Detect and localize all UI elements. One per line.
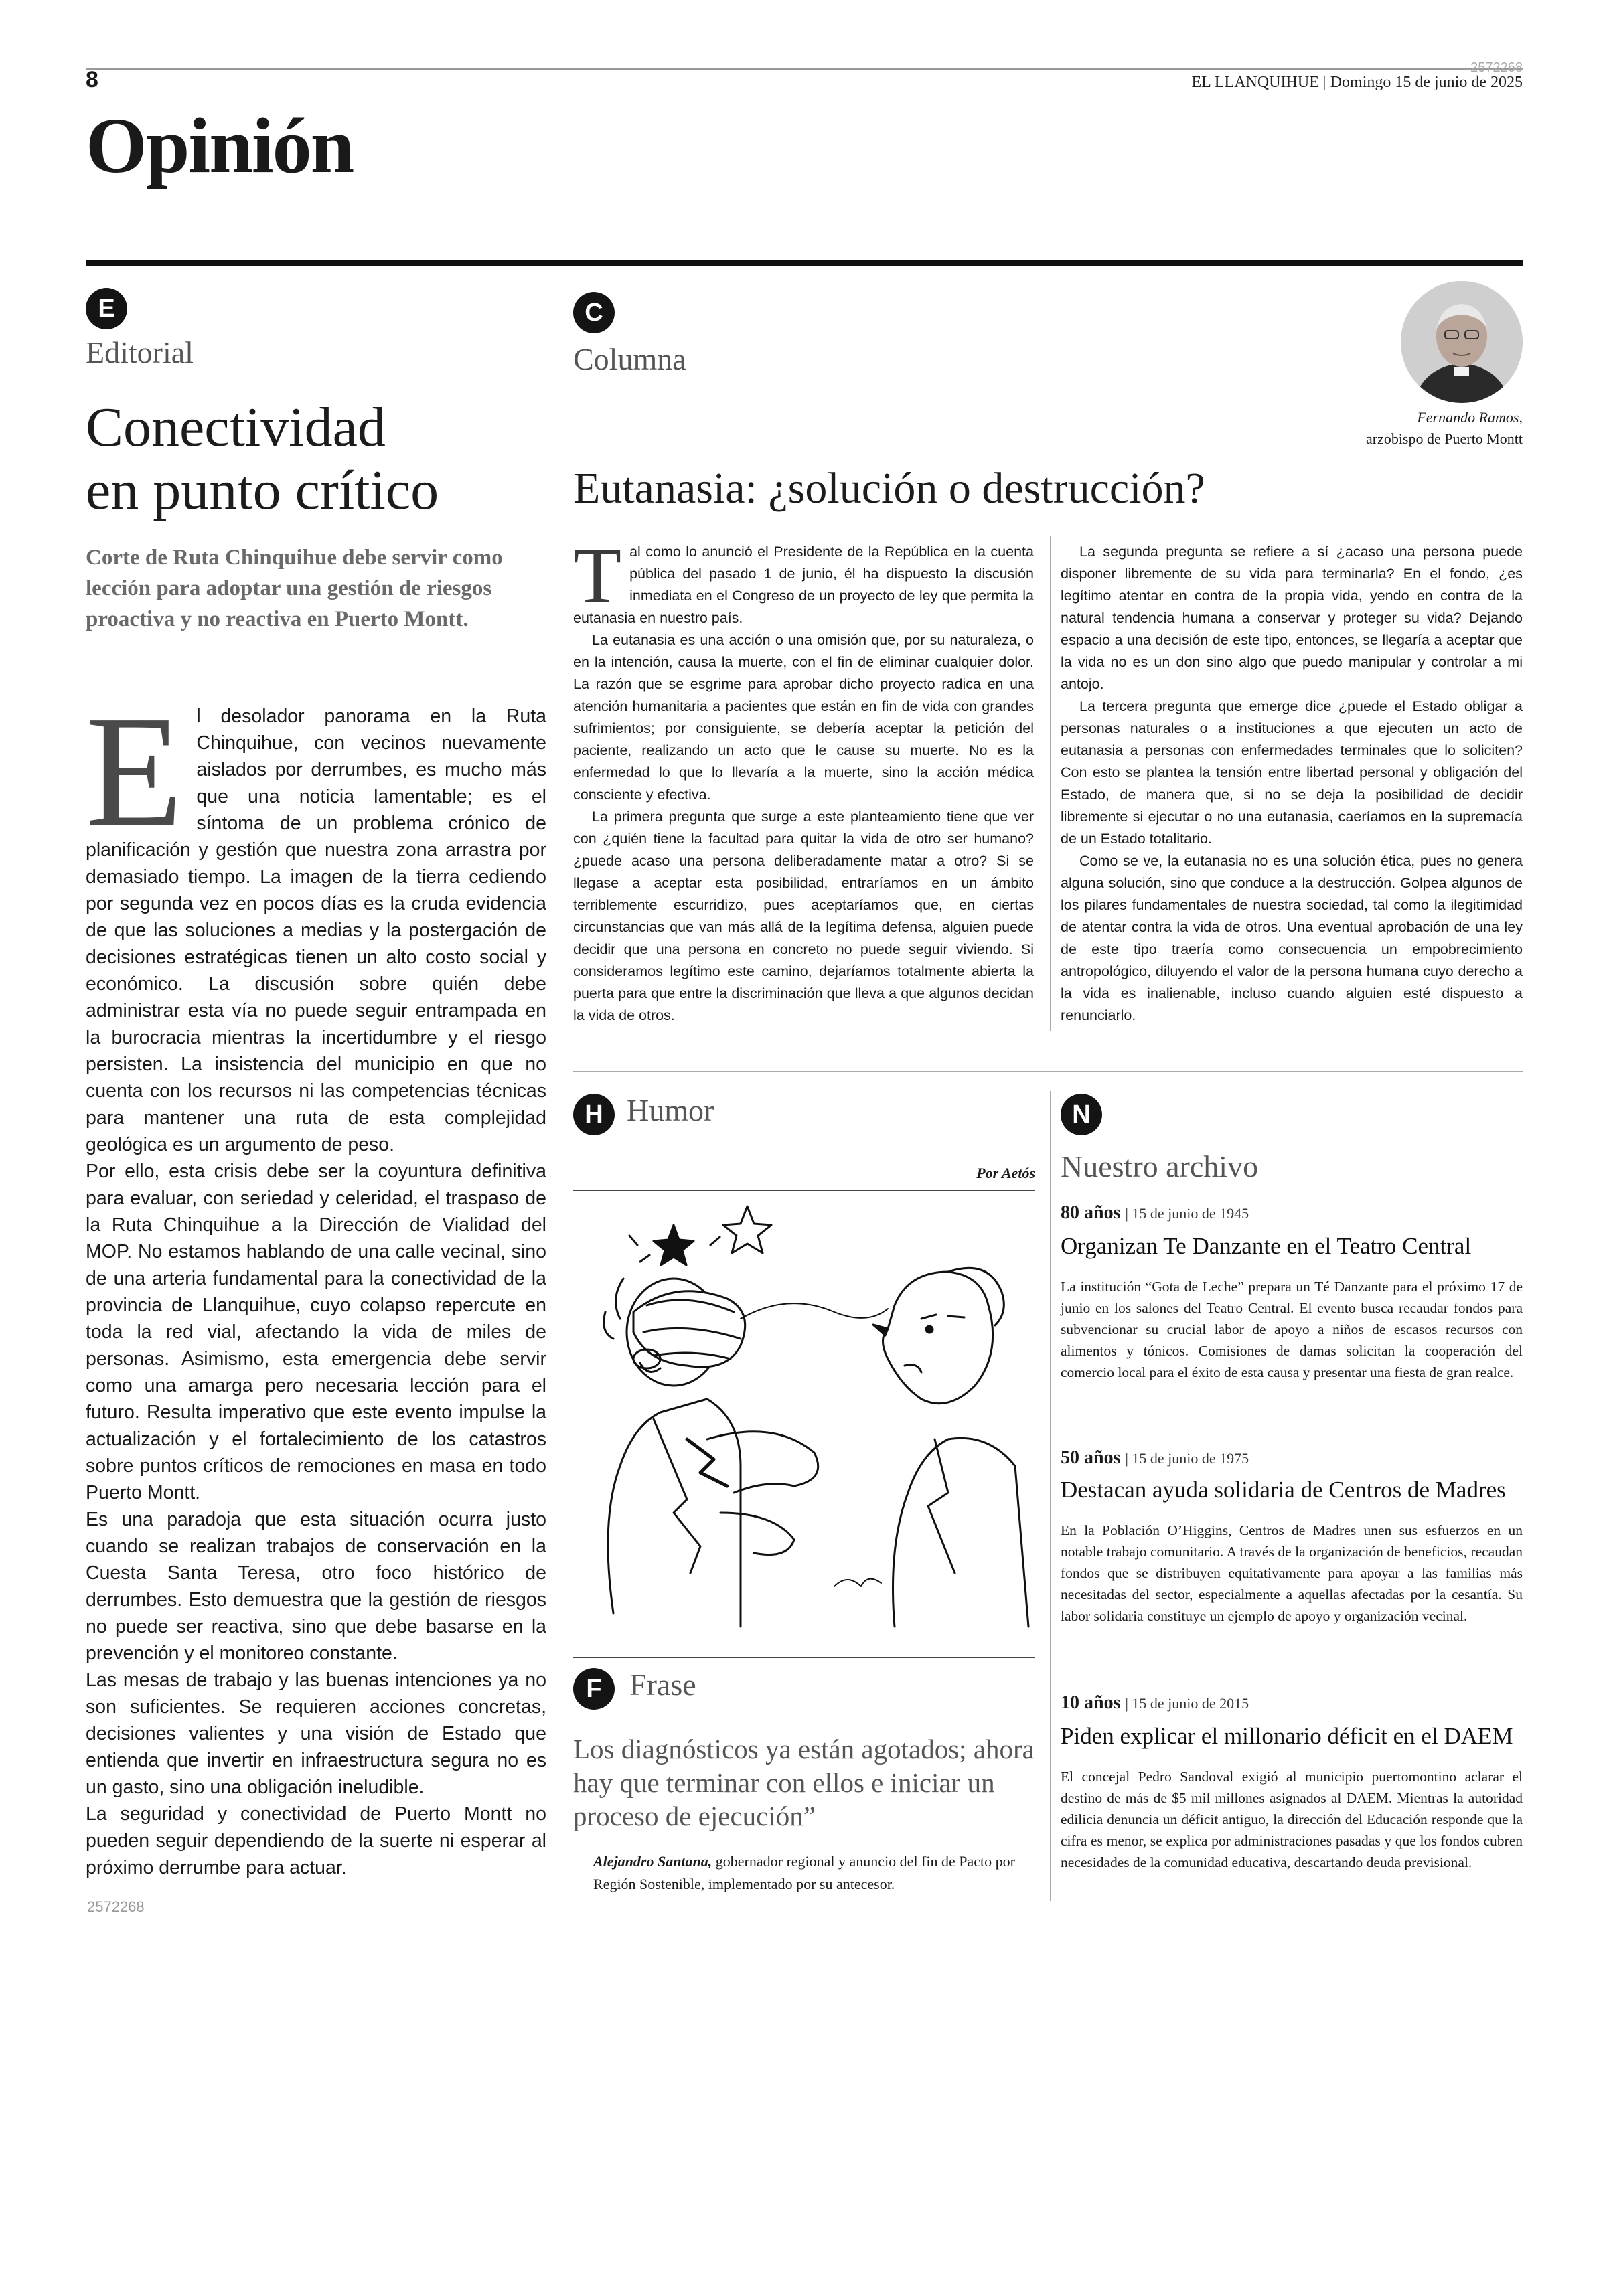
top-rule — [86, 68, 1523, 70]
archive-headline: Destacan ayuda solidaria de Centros de Madres — [1061, 1477, 1506, 1503]
editorial-body — [86, 683, 546, 1881]
archive-headline: Piden explicar el millonario déficit en el DAEM — [1061, 1723, 1513, 1749]
section-title: Opinión — [86, 102, 354, 189]
archive-badge: N — [1061, 1094, 1102, 1135]
editorial-deck: Corte de Ruta Chinquihue debe servir como lección para adoptar una gestión de riesgos proactiva y no reactiva en Puerto Montt. — [86, 546, 503, 631]
humor-cartoon — [573, 1198, 1035, 1653]
archive-label: Nuestro archivo — [1061, 1149, 1259, 1183]
editorial-id-code: 2572268 — [87, 1898, 145, 1915]
frase-label: Frase — [629, 1667, 696, 1702]
cartoon-byline: Por Aetós — [976, 1165, 1035, 1181]
horizontal-divider — [573, 1071, 1523, 1072]
archive-body: En la Población O’Higgins, Centros de Madres unen sus esfuerzos en un notable trabajo comunitario. A través de la organización de beneficios, recaudan fondos que se distribuyen equitativamente para apoyar a las familias más necesitadas del sector, especialmente a aquellas afectadas por la cesantía. Su labor solidaria constituye un ejemplo de apoyo y organización vecinal. — [1061, 1522, 1523, 1624]
editorial-paragraph: Por ello, esta crisis debe ser la coyuntura definitiva para evaluar, con seriedad y celeridad, el traspaso de la Ruta Chinquihue a la Dirección de Vialidad del MOP. No estamos hablando de una calle vecinal, sino de una arteria fundamental para la conectividad de la provincia de Llanquihue, cuyo colapso repercute en toda la red vial, afectando la vida de miles de personas. Asimismo, esta emergencia debe servir como una amarga pero necesaria lección para el futuro. Resulta imperativo que este evento impulse la actualización y el fortalecimiento de los catastros sobre puntos críticos de remociones en masa en todo Puerto Montt. — [86, 1161, 546, 1503]
archive-body: El concejal Pedro Sandoval exigió al municipio puertomontino aclarar el destino de más de $5 mil millones asignados al DAEM. Mientras la autoridad edilicia denuncia un déficit antiguo, la dirección del Educación responde que la cifra es menor, se explica por administraciones pasadas y que los fondos cubren necesidades de la comunidad educativa, descartando deuda previsional. — [1061, 1769, 1523, 1870]
archive-headline: Organizan Te Danzante en el Teatro Central — [1061, 1233, 1472, 1259]
archive-year: 10 años | 15 de junio de 2015 — [1061, 1692, 1249, 1713]
column-paragraph: La primera pregunta que surge a este planteamiento tiene que ver con ¿quién tiene la facultad para quitar la vida de otro ser humano? ¿puede acaso una persona deliberadamente matar a otro? Si se llegase a aceptar esta posibilidad, entraríamos en un ámbito terriblemente escurridizo, pues aceptaríamos que, en ciertas circunstancias que van más allá de la legítima defensa, alguien puede decidir que una persona en concreto no puede seguir viviendo. Si consideramos legítimo este camino, dejaríamos totalmente abierta la puerta para que entre la discriminación que lleva a que algunos decidan la vida de otros. — [573, 809, 1034, 1023]
humor-badge: H — [573, 1094, 615, 1135]
page-number: 8 — [86, 67, 98, 92]
editorial-label: Editorial — [86, 335, 194, 370]
archive-date: 15 de junio de 1945 — [1132, 1205, 1249, 1222]
column-label: Columna — [573, 342, 686, 376]
cartoon-bottom-rule — [573, 1657, 1035, 1658]
column-paragraph: Como se ve, la eutanasia no es una solución ética, pues no genera alguna solución, sino que conduce a la destrucción. Golpea algunos de los pilares fundamentales de nuestra sociedad, tal como la ilegitimidad de atentar contra la vida de otros. Una eventual aprobación de una ley de este tipo traería como consecuencia un empobrecimiento antropológico, diluyendo el valor de la persona humana cuyo derecho a la vida es inalienable, incluso cuando alguien esté dispuesto a renunciarlo. — [1061, 853, 1523, 1023]
issue-date: Domingo 15 de junio de 2025 — [1330, 74, 1523, 91]
author-name: Fernando Ramos, — [1417, 409, 1523, 426]
frase-attribution-text: gobernador regional y anuncio del fin de Pacto por Región Sostenible, implementado por su antecesor. — [593, 1853, 1015, 1892]
archive-date: 15 de junio de 1975 — [1132, 1450, 1249, 1467]
archive-year: 80 años | 15 de junio de 1945 — [1061, 1202, 1249, 1223]
column-paragraph: al como lo anunció el Presidente de la República en la cuenta pública del pasado 1 de junio, él ha dispuesto la discusión inmediata en el Congreso de un proyecto de ley que permita la eutanasia en nuestro país. — [573, 544, 1034, 626]
id-code-top: 2572268 — [1470, 60, 1523, 75]
column-divider — [1050, 1091, 1051, 1901]
column-dropcap: T — [573, 531, 622, 619]
years-ago: 10 años — [1061, 1692, 1121, 1713]
headline-line-1: Conectividad — [86, 396, 386, 459]
paper-name: EL LLANQUIHUE — [1191, 74, 1319, 91]
humor-label: Humor — [627, 1093, 714, 1127]
author-photo — [1401, 281, 1523, 403]
archive-body: La institución “Gota de Leche” prepara un Té Danzante para el próximo 17 de junio en los salones del Teatro Central. El evento busca recaudar fondos para subvencionar su crucial labor de apoyo a niños de escasos recursos con alimentos y tónicos. Comisiones de damas solicitan la cooperación del comercio local para el éxito de esta causa y presentar una fiesta de gran realce. — [1061, 1279, 1523, 1380]
frase-badge: F — [573, 1668, 615, 1710]
editorial-paragraph: Las mesas de trabajo y las buenas intenciones ya no son suficientes. Se requieren acciones concretas, decisiones valientes y una visión de Estado que entienda que invertir en infraestructura segura no es un gasto, sino una obligación ineludible. — [86, 1669, 546, 1798]
frase-author: Alejandro Santana, — [593, 1853, 712, 1870]
column-text-left — [573, 531, 1034, 1027]
author-credit — [1366, 407, 1523, 450]
frase-attribution — [593, 1850, 1035, 1896]
column-headline: Eutanasia: ¿solución o destrucción? — [573, 464, 1205, 513]
cartoon-top-rule — [573, 1190, 1035, 1191]
years-ago: 50 años — [1061, 1447, 1121, 1468]
column-paragraph: La eutanasia es una acción o una omisión que, por su naturaleza, o en la intención, causa la muerte, con el fin de eliminar cualquier dolor. La razón que se esgrime para aprobar dicho proyecto radica en una atención humanitaria a pacientes que están en fin de vida con grandes sufrimientos; por consiguiente, se debería aceptar la petición del paciente, realizando un acto que le cause su muerte. No es la enfermedad lo que lo llevaría a la muerte, sino la acción médica consciente y efectiva. — [573, 632, 1034, 803]
masthead: EL LLANQUIHUE | Domingo 15 de junio de 2025 — [1191, 74, 1523, 91]
archive-year: 50 años | 15 de junio de 1975 — [1061, 1447, 1249, 1468]
editorial-paragraph: Es una paradoja que esta situación ocurra justo cuando se realizan trabajos de conservación en la Cuesta Santa Teresa, otro foco histórico de derrumbes. Esto demuestra que la gestión de riesgos no puede ser reactiva, sino que debe basarse en la prevención y el monitoreo constante. — [86, 1509, 546, 1664]
editorial-paragraph: l desolador panorama en la Ruta Chinquihue, con vecinos nuevamente aislados por derrumbes, es mucho más que una noticia lamentable; es el síntoma de un problema crónico de planificación y gestión que nuestra zona arrastra por demasiado tiempo. La imagen de la tierra cediendo por segunda vez en pocos días es la cruda evidencia de que las soluciones a medias y la postergación de decisiones estratégicas tienen un alto costo social y económico. La discusión sobre quién debe administrar esta vía no puede seguir entrampada en la burocracia mientras la incertidumbre y el riesgo persisten. La insistencia del municipio en que no cuenta con los recursos ni las competencias técnicas para mantener una ruta de esta complejidad geológica es un argumento de peso. — [86, 706, 546, 1155]
frase-quote: Los diagnósticos ya están agotados; ahora hay que terminar con ellos e iniciar un proceso de ejecución” — [573, 1734, 1035, 1831]
column-paragraph: La tercera pregunta que emerge dice ¿puede el Estado obligar a personas naturales o a instituciones a que ejecuten un acto de eutanasia a personas con enfermedades terminales que lo soliciten? Con esto se plantea la tensión entre libertad personal y obligación del Estado, de manera que, si no se deja la posibilidad de decidir libremente si ejecutar o no una eutanasia, caeríamos en la supremacía de un Estado totalitario. — [1061, 698, 1523, 847]
headline-line-2: en punto crítico — [86, 459, 439, 521]
editorial-dropcap: E — [86, 683, 183, 859]
archive-date: 15 de junio de 2015 — [1132, 1695, 1249, 1712]
section-rule — [86, 260, 1523, 266]
column-text-right — [1061, 541, 1523, 1027]
editorial-headline — [86, 396, 554, 522]
column-paragraph: La segunda pregunta se refiere a sí ¿acaso una persona puede disponer libremente de su vida para terminarla? En el fondo, ¿es legítimo atentar en contra de la propia vida, yendo en contra de la natural tendencia humana a conservar y proteger su vida? Dejando espacio a una decisión de este tipo, entonces, se llegaría a aceptar que la vida no es un don sino algo que puedo manipular y controlar a mi antojo. — [1061, 544, 1523, 692]
author-portrait-icon — [1401, 281, 1523, 403]
editorial-paragraph: La seguridad y conectividad de Puerto Montt no pueden seguir dependiendo de la suerte ni esperar al próximo derrumbe para actuar. — [86, 1803, 546, 1878]
author-role: arzobispo de Puerto Montt — [1365, 430, 1523, 447]
column-divider — [1050, 536, 1051, 1031]
editorial-badge: E — [86, 288, 127, 329]
cartoon-illustration-icon — [573, 1198, 1035, 1653]
years-ago: 80 años — [1061, 1202, 1121, 1223]
column-badge: C — [573, 292, 615, 333]
